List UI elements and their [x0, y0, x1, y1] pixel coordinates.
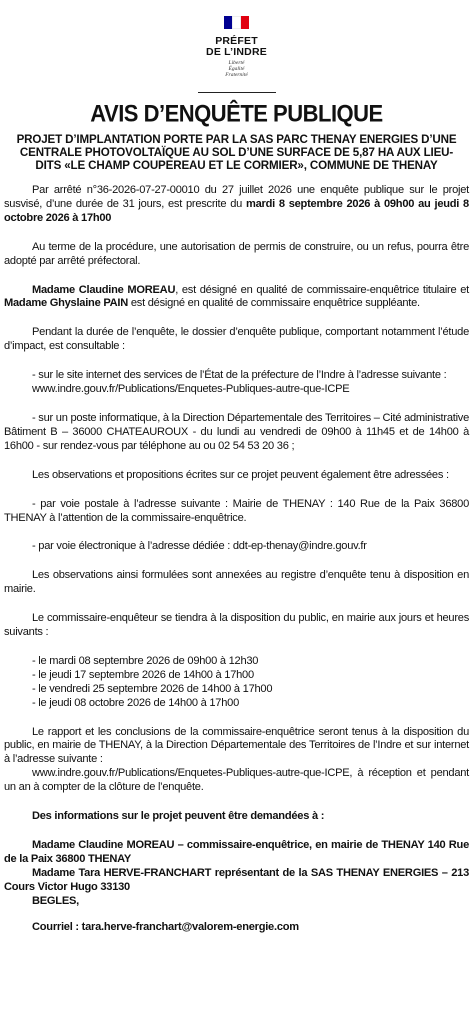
email-address-paragraph: - par voie électronique à l’adresse dédiée : ddt-ep-thenay@indre.gouv.fr [32, 540, 367, 553]
procedure-paragraph: Au terme de la procédure, une autorisation de permis de construire, ou un refus, pourra être adopté par arrêté préfectoral. [4, 240, 469, 267]
list-item: - le jeudi 08 octobre 2026 de 14h00 à 17h00 [32, 696, 239, 709]
report-paragraph: Le rapport et les conclusions de la commissaire-enquêtrice seront tenus à la disposition du public, en mairie de THENAY, à la Direction Départementale des Territoires de l’Indre et sur internet à l’adresse suivante : [4, 725, 469, 766]
website-url[interactable]: www.indre.gouv.fr/Publications/Enquetes-Publiques-autre-que-ICPE [32, 383, 350, 396]
computer-access-paragraph: - sur un poste informatique, à la Direction Départementale des Territoires – Cité administrative Bâtiment B – 36000 CHATEAUROUX - du lundi au vendredi de 09h00 à 11h45 et de 14h00 à 16h00 - sur rendez-vous par téléphone au ou 02 54 53 20 36 ; [4, 411, 470, 452]
notice-subtitle: PROJET D’IMPLANTATION PORTE PAR LA SAS PARC THENAY ENERGIES D’UNE CENTRALE PHOTOVOLTAÏQUE AU SOL D’UNE SURFACE DE 5,87 HA AUX LIEU-DITS «LE CHAMP COUPEREAU ET LE CORMIER», COMMUNE DE THENAY [16, 133, 457, 172]
report-url-paragraph: www.indre.gouv.fr/Publications/Enquetes-Publiques-autre-que-ICPE, à réception et pendant un an à compter de la clôture de l’enquête. [4, 767, 469, 794]
republic-flag-icon [224, 16, 250, 29]
contact-developer-city: BEGLES, [32, 894, 79, 907]
institution-name: PRÉFET DE L’INDRE [206, 35, 267, 58]
info-heading: Des informations sur le projet peuvent être demandées à : [32, 810, 325, 823]
postal-address-paragraph: - par voie postale à l’adresse suivante : Mairie de THENAY : 140 Rue de la Paix 36800 THENAY à l’attention de la commissaire-enquêtrice. [4, 497, 469, 524]
list-item: - le vendredi 25 septembre 2026 de 14h00 à 17h00 [32, 682, 273, 695]
commissioner-paragraph: Madame Claudine MOREAU, est désigné en qualité de commissaire-enquêtrice titulaire et Madame Ghyslaine PAIN est désigné en qualité de commissaire enquêtrice suppléante. [4, 283, 469, 310]
register-paragraph: Les observations ainsi formulées sont annexées au registre d’enquête tenu à disposition en mairie. [4, 569, 469, 596]
permanence-list [4, 655, 469, 711]
decree-paragraph: Par arrêté n°36-2026-07-27-00010 du 27 juillet 2026 une enquête publique sur le projet susvisé, d’une durée de 31 jours, est prescrite du mardi 8 septembre 2026 à 09h00 au jeudi 8 octobre 2026 à 17h00 [4, 184, 469, 224]
contact-email[interactable]: Courriel : tara.herve-franchart@valorem-energie.com [32, 920, 299, 933]
contact-developer: Madame Tara HERVE-FRANCHART représentant de la SAS THENAY ENERGIES – 213 Cours Victor Hugo 33130 [4, 866, 469, 893]
permanence-intro: Le commissaire-enquêteur se tiendra à la disposition du public, en mairie aux jours et heures suivants : [4, 612, 469, 639]
list-item: - le jeudi 17 septembre 2026 de 14h00 à 17h00 [32, 668, 254, 681]
list-item: - le mardi 08 septembre 2026 de 09h00 à 12h30 [32, 654, 259, 667]
website-paragraph: - sur le site internet des services de l’État de la préfecture de l’Indre à l’adresse suivante : [32, 369, 447, 382]
consultation-paragraph: Pendant la durée de l’enquête, le dossier d’enquête publique, comportant notamment l’étude d’impact, est consultable : [4, 326, 469, 353]
header-divider [198, 92, 276, 93]
observations-paragraph: Les observations et propositions écrites sur ce projet peuvent également être adressées : [32, 468, 449, 481]
notice-title: AVIS D’ENQUÊTE PUBLIQUE [90, 99, 383, 127]
prefecture-header [0, 0, 473, 93]
contact-commissioner: Madame Claudine MOREAU – commissaire-enquêtrice, en mairie de THENAY 140 Rue de la Paix 36800 THENAY [4, 839, 469, 865]
notice-body [0, 172, 473, 934]
republic-motto: Liberté Égalité Fraternité [225, 60, 248, 78]
